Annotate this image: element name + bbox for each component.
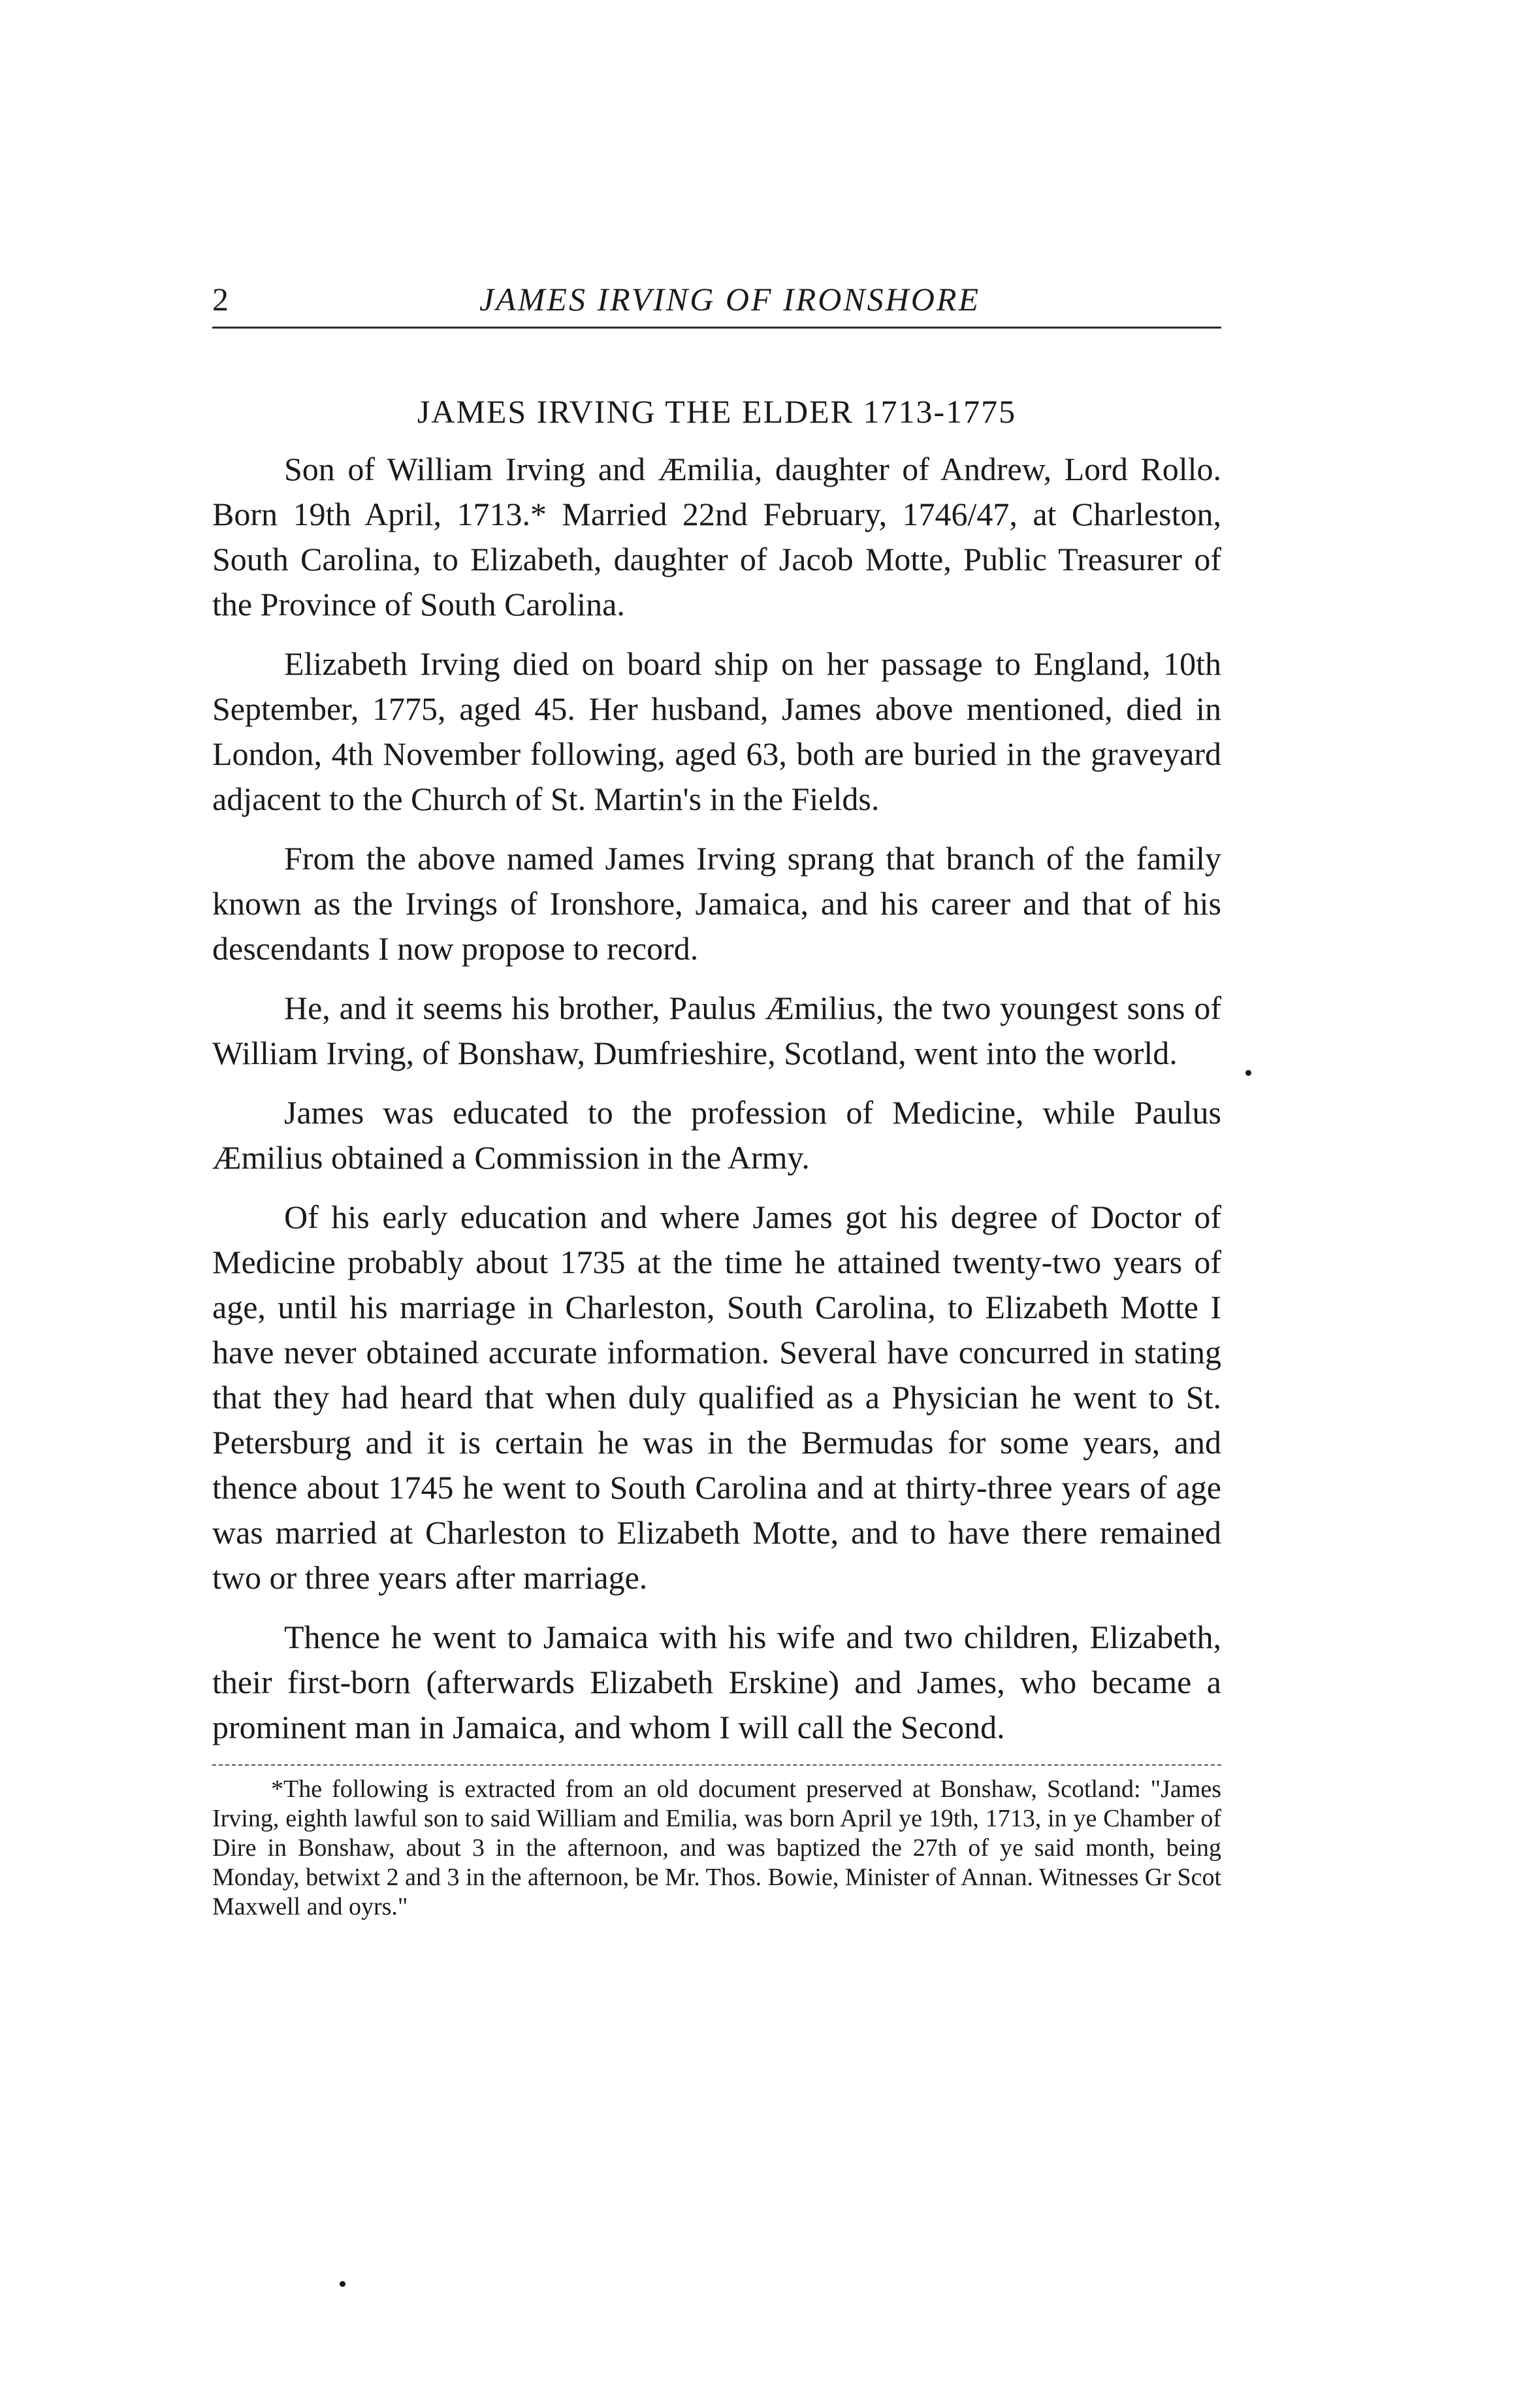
running-head [212, 274, 1221, 329]
page-number: 2 [212, 281, 229, 317]
paragraph-brothers: He, and it seems his brother, Paulus Æmilius, the two youngest sons of William Irving, of Bonshaw, Dumfrieshire, Scotland, went into the world. [212, 990, 1221, 1071]
book-page [212, 274, 1221, 1922]
section-heading: JAMES IRVING THE ELDER 1713-1775 [417, 393, 1017, 430]
paragraph-jamaica: Thence he went to Jamaica with his wife and two children, Elizabeth, their first-born (afterwards Elizabeth Erskine) and James, who became a prominent man in Jamaica, and whom I will call the Second. [212, 1619, 1221, 1745]
paragraph-ironshore-branch: From the above named James Irving sprang that branch of the family known as the Irvings of Ironshore, Jamaica, and his career and that of his descendants I now propose to record. [212, 840, 1221, 967]
running-title: JAMES IRVING OF IRONSHORE [479, 281, 980, 317]
footnote: *The following is extracted from an old document preserved at Bonshaw, Scotland: "James Irving, eighth lawful son to said William and Emilia, was born April ye 19th, 1713, in ye Chamber of Dire in Bonshaw, about 3 in the afternoon, and was baptized the 27th of ye said month, being Monday, betwixt 2 and 3 in the afternoon, be Mr. Thos. Bowie, Minister of Annan. Witnesses Gr Scot Maxwell and oyrs." [212, 1775, 1222, 1920]
print-speck [340, 2281, 345, 2287]
paragraph-deaths: Elizabeth Irving died on board ship on her passage to England, 10th September, 1775, aged 45. Her husband, James above mentioned, died in London, 4th November following, aged 63, both are buried in the graveyard adjacent to the Church of St. Martin's in the Fields. [212, 645, 1221, 817]
print-speck [1245, 1070, 1251, 1076]
paragraph-education: Of his early education and where James got his degree of Doctor of Medicine probably about 1735 at the time he attained twenty-two years of age, until his marriage in Charleston, South Carolina, to Elizabeth Motte I have never obtained accurate information. Several have concurred in stating that they had heard that when duly qualified as a Physician he went to St. Petersburg and it is certain he was in the Bermudas for some years, and thence about 1745 he went to South Carolina and at thirty-three years of age was married at Charleston to Elizabeth Motte, and to have there remained two or three years after marriage. [212, 1199, 1221, 1596]
paragraph-professions: James was educated to the profession of Medicine, while Paulus Æmilius obtained a Commission in the Army. [212, 1094, 1221, 1176]
paragraph-parentage: Son of William Irving and Æmilia, daughter of Andrew, Lord Rollo. Born 19th April, 1713.* Married 22nd February, 1746/47, at Charleston, South Carolina, to Elizabeth, daughter of Jacob Motte, Public Treasurer of the Province of South Carolina. [212, 451, 1221, 623]
footnote-divider [212, 1764, 1221, 1766]
